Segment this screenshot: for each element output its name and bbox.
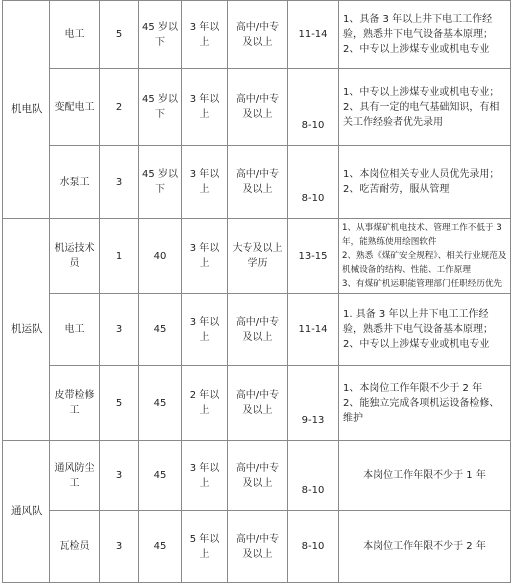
education-cell: 高中/中专及以上 — [228, 146, 288, 219]
requirement-line: 1. 具备 3 年以上井下电工工作经验，熟悉井下电气设备基本原理； — [343, 309, 493, 335]
table-row — [3, 294, 511, 366]
department-cell: 通风队 — [3, 441, 50, 583]
education-cell: 高中/中专及以上 — [228, 294, 288, 366]
position-cell: 电工 — [50, 1, 100, 69]
salary-cell: 8-10 — [288, 511, 339, 583]
salary-cell: 8-10 — [288, 69, 339, 146]
position-cell: 变配电工 — [50, 69, 100, 146]
requirement-line: 1、本岗位相关专业人员优先录用； — [343, 169, 500, 180]
count-cell: 2 — [100, 69, 139, 146]
education-cell: 高中/中专及以上 — [228, 366, 288, 441]
requirement-line: 1、中专以上涉煤专业或机电专业； — [343, 86, 500, 98]
education-cell: 高中/中专及以上 — [228, 69, 288, 146]
requirements-cell — [339, 511, 511, 583]
experience-cell: 3 年以上 — [182, 69, 228, 146]
requirement-line: 2、能独立完成各项机运设备检修、维护 — [343, 397, 500, 424]
requirement-line: 本岗位工作年限不少于 2 年 — [363, 541, 486, 552]
age-cell: 45 岁以下 — [139, 69, 182, 146]
count-cell: 5 — [100, 366, 139, 441]
requirement-line: 1、从事煤矿机电技术、管理工作不低于 3 年，能熟练使用绘图软件 — [342, 223, 505, 247]
table-row — [3, 441, 511, 511]
experience-cell: 3 年以上 — [182, 441, 228, 511]
count-cell: 3 — [100, 441, 139, 511]
table-row — [3, 146, 511, 219]
department-cell: 机运队 — [3, 219, 50, 441]
department-cell: 机电队 — [3, 1, 50, 219]
table-row — [3, 1, 511, 69]
recruitment-table — [2, 0, 511, 583]
age-cell: 45 岁以下 — [139, 146, 182, 219]
salary-cell: 11-14 — [288, 294, 339, 366]
education-cell: 高中/中专及以上 — [228, 1, 288, 69]
education-cell: 大专及以上学历 — [228, 219, 288, 294]
count-cell: 3 — [100, 146, 139, 219]
position-cell: 皮带检修工 — [50, 366, 100, 441]
salary-cell: 9-13 — [288, 366, 339, 441]
education-cell: 高中/中专及以上 — [228, 511, 288, 583]
requirement-line: 2、熟悉《煤矿安全规程》、相关行业规范及机械设备的结构、性能、工作原理 — [342, 251, 507, 275]
position-cell: 机运技术员 — [50, 219, 100, 294]
count-cell: 3 — [100, 511, 139, 583]
table-row — [3, 219, 511, 294]
experience-cell: 5 年以上 — [182, 511, 228, 583]
table-row — [3, 511, 511, 583]
salary-cell: 8-10 — [288, 441, 339, 511]
requirements-cell — [339, 69, 511, 146]
requirements-cell — [339, 441, 511, 511]
experience-cell: 3 年以上 — [182, 1, 228, 69]
age-cell: 45 — [139, 441, 182, 511]
requirements-cell — [339, 366, 511, 441]
age-cell: 45 — [139, 366, 182, 441]
count-cell: 5 — [100, 1, 139, 69]
table-row — [3, 366, 511, 441]
requirements-cell — [339, 294, 511, 366]
requirement-line: 2、中专以上涉煤专业或机电专业 — [343, 339, 490, 350]
count-cell: 1 — [100, 219, 139, 294]
experience-cell: 3 年以上 — [182, 219, 228, 294]
table-row — [3, 69, 511, 146]
requirement-line: 本岗位工作年限不少于 1 年 — [363, 470, 486, 481]
position-cell: 瓦检员 — [50, 511, 100, 583]
requirements-cell — [339, 1, 511, 69]
age-cell: 45 岁以下 — [139, 1, 182, 69]
requirement-line: 2、吃苦耐劳，服从管理 — [343, 184, 450, 195]
education-cell: 高中/中专及以上 — [228, 441, 288, 511]
position-cell: 电工 — [50, 294, 100, 366]
position-cell: 水泵工 — [50, 146, 100, 219]
requirement-line: 1、具备 3 年以上井下电工工作经验，熟悉井下电气设备基本原理； — [343, 14, 493, 40]
age-cell: 40 — [139, 219, 182, 294]
requirements-cell — [339, 146, 511, 219]
experience-cell: 3 年以上 — [182, 294, 228, 366]
position-cell: 通风防尘工 — [50, 441, 100, 511]
salary-cell: 13-15 — [288, 219, 339, 294]
age-cell: 45 — [139, 511, 182, 583]
requirement-line: 2、具有一定的电气基础知识，有相关工作经验者优先录用 — [343, 101, 500, 128]
salary-cell: 8-10 — [288, 146, 339, 219]
experience-cell: 3 年以上 — [182, 146, 228, 219]
requirement-line: 1、本岗位工作年限不少于 2 年 — [343, 382, 483, 394]
requirement-line: 2、中专以上涉煤专业或机电专业 — [343, 44, 490, 55]
salary-cell: 11-14 — [288, 1, 339, 69]
requirements-cell — [339, 219, 511, 294]
experience-cell: 2 年以上 — [182, 366, 228, 441]
requirement-line: 3、有煤矿机运职能管理部门任职经历优先 — [342, 279, 503, 289]
count-cell: 3 — [100, 294, 139, 366]
age-cell: 45 — [139, 294, 182, 366]
